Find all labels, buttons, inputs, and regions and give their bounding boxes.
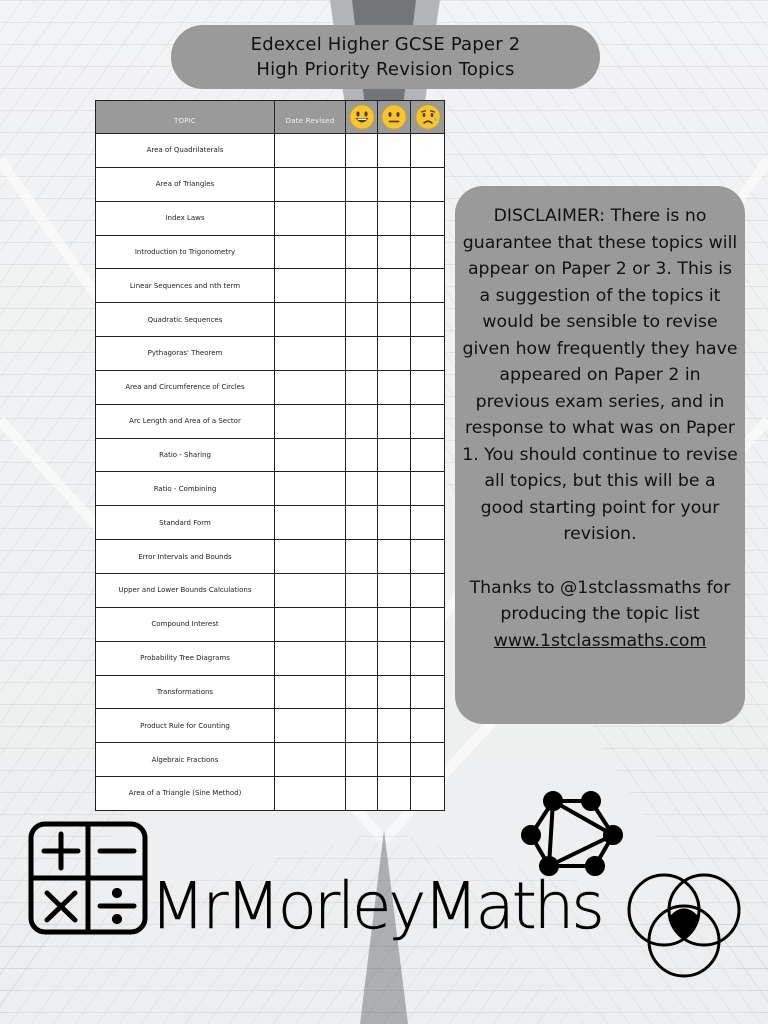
okay-checkbox-cell[interactable]: [378, 675, 411, 709]
topic-cell: Pythagoras' Theorem: [96, 337, 275, 371]
date-revised-cell[interactable]: [275, 303, 346, 337]
confident-checkbox-cell[interactable]: [346, 303, 378, 337]
confident-checkbox-cell[interactable]: [346, 201, 378, 235]
unsure-checkbox-cell[interactable]: [411, 201, 445, 235]
okay-checkbox-cell[interactable]: [378, 573, 411, 607]
table-row: [96, 134, 445, 168]
confident-checkbox-cell[interactable]: [346, 641, 378, 675]
topic-cell: Upper and Lower Bounds Calculations: [96, 573, 275, 607]
topic-cell: Area of Quadrilaterals: [96, 134, 275, 168]
table-row: [96, 540, 445, 574]
unsure-checkbox-cell[interactable]: [411, 607, 445, 641]
network-triangle-icon: [523, 793, 621, 874]
confident-checkbox-cell[interactable]: [346, 235, 378, 269]
table-row: [96, 607, 445, 641]
website-link[interactable]: www.1stclassmaths.com: [493, 630, 707, 651]
topic-cell: Ratio - Combining: [96, 472, 275, 506]
date-revised-cell[interactable]: [275, 337, 346, 371]
table-row: [96, 337, 445, 371]
confident-checkbox-cell[interactable]: [346, 337, 378, 371]
okay-checkbox-cell[interactable]: [378, 607, 411, 641]
okay-checkbox-cell[interactable]: [378, 438, 411, 472]
confident-checkbox-cell[interactable]: [346, 573, 378, 607]
date-revised-cell[interactable]: [275, 404, 346, 438]
neutral-face-icon: [381, 104, 407, 130]
unsure-checkbox-cell[interactable]: [411, 235, 445, 269]
table-row: [96, 269, 445, 303]
thanks-line: Thanks to @1stclassmaths for producing the topic list: [469, 577, 731, 624]
okay-checkbox-cell[interactable]: [378, 472, 411, 506]
okay-checkbox-cell[interactable]: [378, 269, 411, 303]
confident-checkbox-cell[interactable]: [346, 134, 378, 168]
topic-cell: Quadratic Sequences: [96, 303, 275, 337]
confident-checkbox-cell[interactable]: [346, 269, 378, 303]
unsure-checkbox-cell[interactable]: [411, 134, 445, 168]
confident-checkbox-cell[interactable]: [346, 370, 378, 404]
date-revised-cell[interactable]: [275, 506, 346, 540]
unsure-checkbox-cell[interactable]: [411, 641, 445, 675]
topic-cell: Area and Circumference of Circles: [96, 370, 275, 404]
confident-checkbox-cell[interactable]: [346, 675, 378, 709]
unsure-checkbox-cell[interactable]: [411, 303, 445, 337]
topic-cell: Probability Tree Diagrams: [96, 641, 275, 675]
topic-cell: Transformations: [96, 675, 275, 709]
disclaimer-panel: [455, 186, 745, 724]
confident-column-header: [346, 101, 378, 134]
topic-cell: Compound Interest: [96, 607, 275, 641]
revision-topics-table: [95, 100, 445, 811]
table-row: [96, 675, 445, 709]
date-revised-cell[interactable]: [275, 540, 346, 574]
topic-cell: Algebraic Fractions: [96, 743, 275, 777]
unsure-checkbox-cell[interactable]: [411, 506, 445, 540]
topic-cell: Index Laws: [96, 201, 275, 235]
topic-cell: Error Intervals and Bounds: [96, 540, 275, 574]
okay-checkbox-cell[interactable]: [378, 370, 411, 404]
unsure-checkbox-cell[interactable]: [411, 404, 445, 438]
okay-checkbox-cell[interactable]: [378, 743, 411, 777]
confident-checkbox-cell[interactable]: [346, 404, 378, 438]
thanks-text: [461, 575, 739, 655]
topic-column-header: TOPIC: [96, 101, 275, 134]
date-revised-cell[interactable]: [275, 235, 346, 269]
table-row: [96, 506, 445, 540]
table-row: [96, 370, 445, 404]
confident-checkbox-cell[interactable]: [346, 607, 378, 641]
unsure-checkbox-cell[interactable]: [411, 709, 445, 743]
date-revised-cell[interactable]: [275, 641, 346, 675]
okay-checkbox-cell[interactable]: [378, 540, 411, 574]
date-revised-cell[interactable]: [275, 675, 346, 709]
venn-diagram-icon: [629, 875, 739, 976]
table-row: [96, 472, 445, 506]
unsure-checkbox-cell[interactable]: [411, 337, 445, 371]
date-revised-cell[interactable]: [275, 743, 346, 777]
title-banner: [171, 25, 600, 89]
confident-checkbox-cell[interactable]: [346, 743, 378, 777]
brand-wordmark: MrMorleyMaths: [150, 870, 602, 944]
date-revised-cell[interactable]: [275, 607, 346, 641]
topic-cell: Area of Triangles: [96, 167, 275, 201]
confident-checkbox-cell[interactable]: [346, 506, 378, 540]
date-revised-cell[interactable]: [275, 472, 346, 506]
confident-checkbox-cell[interactable]: [346, 709, 378, 743]
topic-cell: Introduction to Trigonometry: [96, 235, 275, 269]
date-revised-cell[interactable]: [275, 167, 346, 201]
table-header-row: [96, 101, 445, 134]
unsure-column-header: [411, 101, 445, 134]
topic-cell: Standard Form: [96, 506, 275, 540]
topic-cell: Area of a Triangle (Sine Method): [96, 777, 275, 811]
confident-checkbox-cell[interactable]: [346, 540, 378, 574]
topic-cell: Product Rule for Counting: [96, 709, 275, 743]
worried-face-icon: [415, 104, 441, 130]
unsure-checkbox-cell[interactable]: [411, 675, 445, 709]
table-row: [96, 743, 445, 777]
table-row: [96, 404, 445, 438]
okay-checkbox-cell[interactable]: [378, 641, 411, 675]
okay-checkbox-cell[interactable]: [378, 303, 411, 337]
confident-checkbox-cell[interactable]: [346, 167, 378, 201]
unsure-checkbox-cell[interactable]: [411, 269, 445, 303]
date-revised-column-header: Date Revised: [275, 101, 346, 134]
okay-checkbox-cell[interactable]: [378, 167, 411, 201]
date-revised-cell[interactable]: [275, 370, 346, 404]
calculator-symbols-icon: [31, 824, 145, 932]
confident-checkbox-cell[interactable]: [346, 472, 378, 506]
unsure-checkbox-cell[interactable]: [411, 472, 445, 506]
unsure-checkbox-cell[interactable]: [411, 438, 445, 472]
unsure-checkbox-cell[interactable]: [411, 167, 445, 201]
unsure-checkbox-cell[interactable]: [411, 540, 445, 574]
okay-checkbox-cell[interactable]: [378, 235, 411, 269]
okay-checkbox-cell[interactable]: [378, 201, 411, 235]
okay-checkbox-cell[interactable]: [378, 337, 411, 371]
okay-column-header: [378, 101, 411, 134]
table-row: [96, 641, 445, 675]
topic-cell: Linear Sequences and nth term: [96, 269, 275, 303]
title-line-2: High Priority Revision Topics: [256, 59, 515, 80]
table-row: [96, 709, 445, 743]
table-row: [96, 235, 445, 269]
date-revised-cell[interactable]: [275, 269, 346, 303]
disclaimer-text: DISCLAIMER: There is no guarantee that these topics will appear on Paper 2 or 3. This is a suggestion of the topics it would be sensible to revise given how frequently they have appeared on Paper 2 in previous exam series, and in response to what was on Paper 1. You should continue to revise all topics, but this will be a good starting point for your revision.: [462, 206, 738, 544]
okay-checkbox-cell[interactable]: [378, 134, 411, 168]
unsure-checkbox-cell[interactable]: [411, 573, 445, 607]
date-revised-cell[interactable]: [275, 709, 346, 743]
date-revised-cell[interactable]: [275, 573, 346, 607]
table-row: [96, 573, 445, 607]
topic-cell: Arc Length and Area of a Sector: [96, 404, 275, 438]
confident-checkbox-cell[interactable]: [346, 438, 378, 472]
table-row: [96, 167, 445, 201]
okay-checkbox-cell[interactable]: [378, 404, 411, 438]
table-row: [96, 438, 445, 472]
topic-cell: Ratio - Sharing: [96, 438, 275, 472]
okay-checkbox-cell[interactable]: [378, 506, 411, 540]
date-revised-cell[interactable]: [275, 134, 346, 168]
unsure-checkbox-cell[interactable]: [411, 743, 445, 777]
table-row: [96, 303, 445, 337]
title-line-1: Edexcel Higher GCSE Paper 2: [250, 34, 521, 55]
unsure-checkbox-cell[interactable]: [411, 370, 445, 404]
smiling-face-icon: [349, 104, 375, 130]
table-row: [96, 201, 445, 235]
date-revised-cell[interactable]: [275, 438, 346, 472]
date-revised-cell[interactable]: [275, 201, 346, 235]
okay-checkbox-cell[interactable]: [378, 709, 411, 743]
